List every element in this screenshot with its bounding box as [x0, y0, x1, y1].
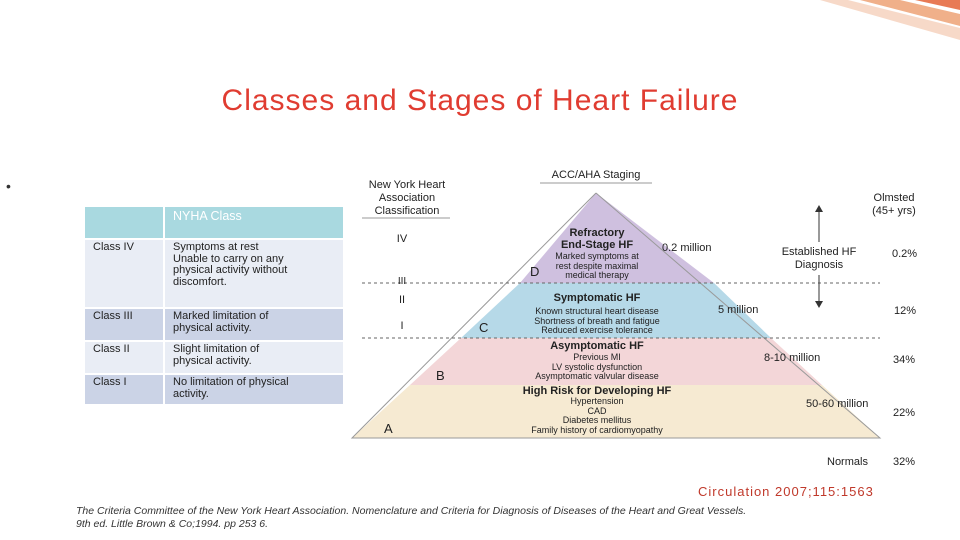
stage-c-count: 5 million	[718, 304, 759, 316]
desc-line: Marked limitation of	[173, 310, 269, 322]
stage-a-percent: 22%	[893, 407, 916, 419]
stage-b-count: 8-10 million	[764, 352, 821, 364]
arrow-up-icon	[815, 205, 823, 212]
class-label-iii: III	[397, 276, 407, 287]
stage-a-description	[531, 397, 663, 435]
desc-line: activity.	[173, 387, 209, 400]
arrow-down-icon	[815, 301, 823, 308]
title-line: Refractory	[569, 227, 625, 239]
heading-line: Association	[378, 192, 436, 204]
heading-line: (45+ yrs)	[872, 205, 916, 217]
desc-line: Previous MI	[573, 352, 621, 362]
table-cell-class: Class III	[85, 309, 163, 340]
table-cell-class: Class IV	[85, 240, 163, 307]
desc-line: Reduced exercise tolerance	[541, 325, 653, 335]
class-label-ii: II	[398, 294, 406, 306]
table-cell-class: Class I	[85, 375, 163, 404]
citation: Circulation 2007;115:1563	[698, 484, 874, 499]
desc-line: Symptoms at rest	[173, 241, 259, 253]
desc-line: physical activity.	[173, 354, 252, 367]
bullet: •	[6, 178, 11, 194]
heading-line: New York Heart	[368, 179, 446, 191]
stage-d-title	[561, 227, 633, 251]
desc-line: Shortness of breath and fatigue	[534, 315, 660, 326]
stage-c-description	[534, 307, 660, 336]
stage-c-title: Symptomatic HF	[553, 292, 641, 304]
label-line: Diagnosis	[794, 259, 844, 271]
established-hf-label	[782, 246, 857, 272]
stage-a-title: High Risk for Developing HF	[522, 385, 672, 397]
nyha-heading	[369, 179, 445, 218]
desc-line: physical activity without	[173, 264, 288, 276]
stage-c-letter: C	[479, 320, 489, 335]
olmsted-heading	[872, 192, 916, 218]
label-line: Established HF	[781, 246, 857, 258]
normals-label: Normals	[827, 456, 868, 468]
desc-line: Slight limitation of	[173, 343, 260, 355]
class-label-i: I	[400, 320, 404, 332]
desc-line: CAD	[587, 405, 607, 416]
heading-line: Classification	[374, 205, 440, 217]
page-title: Classes and Stages of Heart Failure	[221, 84, 739, 117]
table-header-nyha-class: NYHA Class	[165, 207, 343, 238]
desc-line: medical therapy	[565, 270, 629, 280]
title-line: End-Stage HF	[560, 239, 634, 251]
normals-percent: 32%	[893, 456, 916, 468]
heading-line: Olmsted	[873, 192, 915, 204]
desc-line: No limitation of physical	[173, 376, 289, 388]
stage-b-description	[535, 353, 659, 382]
stage-c-percent: 12%	[894, 305, 917, 317]
desc-line: Asymptomatic valvular disease	[535, 371, 659, 381]
reference-line: The Criteria Committee of the New York Heart Association. Nomenclature and Criteria for Diagnosis of Diseases of the Heart and Great Vessels.	[76, 505, 747, 517]
class-label-iv: IV	[396, 233, 408, 245]
stage-a-count: 50-60 million	[806, 398, 869, 410]
desc-line: LV systolic dysfunction	[551, 361, 643, 372]
desc-line: discomfort.	[173, 275, 227, 288]
desc-line: Hypertension	[570, 396, 624, 406]
desc-line: Known structural heart disease	[535, 306, 659, 316]
desc-line: Diabetes mellitus	[562, 415, 632, 425]
desc-line: physical activity.	[173, 321, 252, 334]
stage-d-count: 0.2 million	[662, 242, 712, 254]
stage-d-letter: D	[530, 264, 540, 279]
stage-b-letter: B	[436, 368, 445, 383]
reference-line: 9th ed. Little Brown & Co;1994. pp 253 6.	[76, 518, 269, 530]
stage-d-percent: 0.2%	[892, 248, 918, 260]
table-cell-class: Class II	[85, 342, 163, 373]
stage-b-percent: 34%	[893, 354, 916, 366]
desc-line: Marked symptoms at	[555, 251, 639, 261]
desc-line: rest despite maximal	[555, 260, 639, 271]
stage-d-description	[555, 252, 639, 281]
stage-a-letter: A	[384, 421, 393, 436]
acc-aha-heading: ACC/AHA Staging	[551, 169, 641, 181]
stage-b-title: Asymptomatic HF	[550, 340, 644, 352]
desc-line: Unable to carry on any	[173, 252, 284, 265]
desc-line: Family history of cardiomyopathy	[531, 424, 663, 435]
